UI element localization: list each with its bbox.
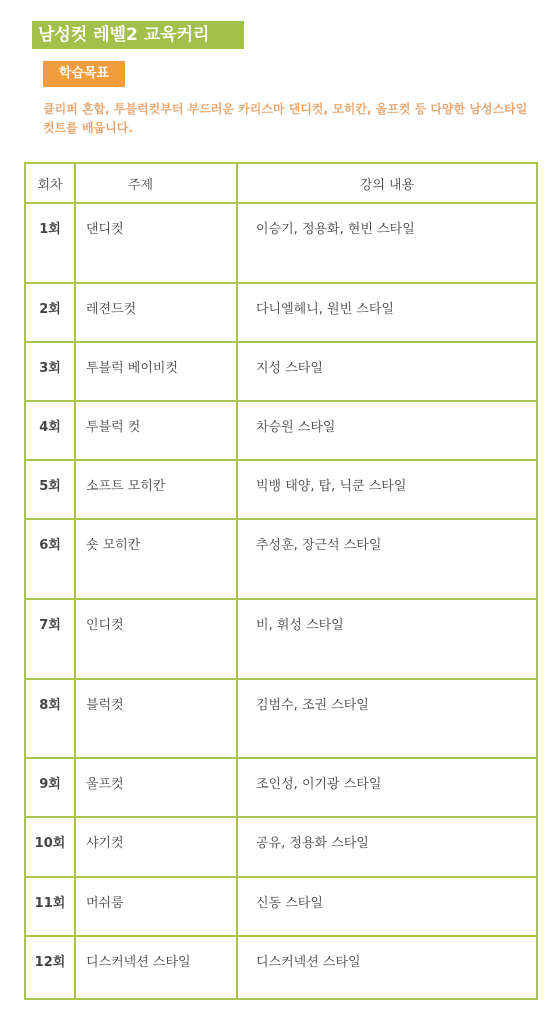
curriculum-table [24, 162, 538, 1000]
table-row [25, 877, 537, 936]
table-row [25, 679, 537, 759]
table-row [25, 283, 537, 342]
session-cell: 4회 [25, 401, 75, 460]
table-row [25, 203, 537, 283]
table-body [25, 203, 537, 999]
table-header-row [25, 163, 537, 203]
content-cell: 빅뱅 태양, 탑, 닉쿤 스타일 [237, 460, 537, 519]
topic-cell: 머쉬룸 [75, 877, 237, 936]
content-cell: 추성훈, 장근석 스타일 [237, 519, 537, 599]
session-cell: 9회 [25, 758, 75, 817]
content-cell: 지성 스타일 [237, 342, 537, 401]
learning-goal-label: 학습목표 [43, 61, 125, 87]
content-cell: 공유, 정용화 스타일 [237, 817, 537, 876]
content-cell: 차승원 스타일 [237, 401, 537, 460]
content-cell: 이승기, 정용화, 현빈 스타일 [237, 203, 537, 283]
topic-cell: 샤기컷 [75, 817, 237, 876]
table-row [25, 936, 537, 999]
session-cell: 1회 [25, 203, 75, 283]
session-cell: 10회 [25, 817, 75, 876]
content-cell: 조인성, 이기광 스타일 [237, 758, 537, 817]
topic-cell: 숏 모히칸 [75, 519, 237, 599]
topic-cell: 소프트 모히칸 [75, 460, 237, 519]
table-row [25, 342, 537, 401]
curriculum-table-container [24, 162, 536, 1000]
topic-cell: 투블럭 컷 [75, 401, 237, 460]
learning-goal-description: 클리퍼 혼합, 투블럭컷부터 부드러운 카리스마 댄디컷, 모히칸, 올프컷 등 다양한 남성스타일컷트를 배웁니다. [43, 102, 528, 135]
header-session: 회차 [25, 163, 75, 203]
topic-cell: 블럭컷 [75, 679, 237, 759]
session-cell: 12회 [25, 936, 75, 999]
topic-cell: 레젼드컷 [75, 283, 237, 342]
content-cell: 디스커넥션 스타일 [237, 936, 537, 999]
session-cell: 6회 [25, 519, 75, 599]
header-topic: 주제 [75, 163, 237, 203]
session-cell: 11회 [25, 877, 75, 936]
content-cell: 김범수, 조권 스타일 [237, 679, 537, 759]
topic-cell: 댄디컷 [75, 203, 237, 283]
session-cell: 2회 [25, 283, 75, 342]
session-cell: 3회 [25, 342, 75, 401]
topic-cell: 울프컷 [75, 758, 237, 817]
table-row [25, 519, 537, 599]
table-row [25, 817, 537, 876]
table-row [25, 401, 537, 460]
page-title: 남성컷 레벨2 교육커리 [32, 21, 244, 49]
session-cell: 8회 [25, 679, 75, 759]
content-cell: 신동 스타일 [237, 877, 537, 936]
table-row [25, 460, 537, 519]
table-row [25, 758, 537, 817]
topic-cell: 디스커넥션 스타일 [75, 936, 237, 999]
session-cell: 7회 [25, 599, 75, 679]
topic-cell: 투블럭 베이비컷 [75, 342, 237, 401]
header-content: 강의 내용 [237, 163, 537, 203]
content-cell: 비, 휘성 스타일 [237, 599, 537, 679]
session-cell: 5회 [25, 460, 75, 519]
content-cell: 다니엘헤니, 원빈 스타일 [237, 283, 537, 342]
table-row [25, 599, 537, 679]
topic-cell: 인디컷 [75, 599, 237, 679]
